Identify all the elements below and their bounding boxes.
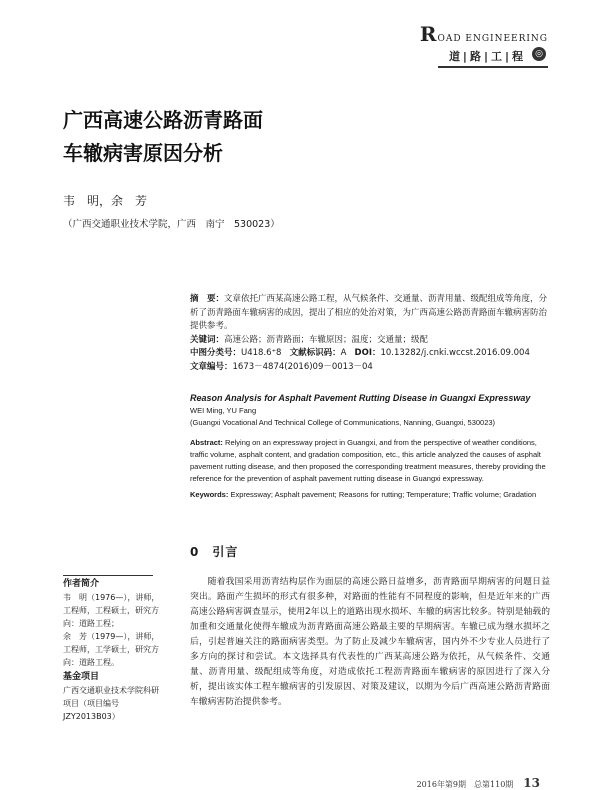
article-title-line1: 广西高速公路沥青路面 bbox=[63, 108, 263, 132]
header-divider bbox=[438, 66, 548, 68]
article-title-line2: 车辙病害原因分析 bbox=[63, 141, 223, 165]
authors: 韦 明，余 芳 bbox=[63, 194, 148, 208]
journal-logo-icon: ◎ bbox=[532, 47, 546, 61]
sidebar-fund-title: 基金项目 bbox=[63, 672, 100, 682]
journal-name-en bbox=[420, 22, 548, 46]
doi-label: DOI： bbox=[354, 348, 381, 358]
keywords-cn-label: 关键词： bbox=[190, 334, 225, 345]
issue-info: 2016年第9期 总第110期 bbox=[416, 780, 514, 789]
author-info-sidebar bbox=[63, 575, 161, 723]
doi-value: 10.13282/j.cnki.wccst.2016.09.004 bbox=[380, 348, 530, 358]
english-keywords-label: Keywords: bbox=[190, 490, 229, 499]
clc-value: U418.6⁺8 bbox=[241, 348, 282, 358]
page-number: 13 bbox=[523, 776, 540, 790]
abstract-cn-label: 摘 要： bbox=[190, 294, 225, 304]
clc-label: 中图分类号： bbox=[190, 348, 242, 358]
classification-line bbox=[190, 347, 550, 361]
page-footer bbox=[417, 776, 540, 790]
chinese-abstract-block bbox=[190, 293, 550, 374]
keywords-cn bbox=[190, 334, 550, 348]
english-abstract-text: Relying on an expressway project in Guangxi, and from the perspective of weather conditions, traffic volume, asphalt content, and gradation composition, etc., this article analyzed the causes of asphalt pavement rutting disease, and then proposed the corresponding treatment measures, thereby providing the reference for the prevention of asphalt pavement rutting disease in Guangxi expressway. bbox=[190, 438, 546, 483]
sidebar-author2: 余 芳（1979—），讲师，工程师，工学硕士，研究方向：道路工程。 bbox=[63, 632, 160, 667]
english-abstract-label: Abstract: bbox=[190, 438, 223, 447]
journal-name-en-rest: OAD ENGINEERING bbox=[437, 34, 548, 44]
english-authors: WEI Ming, YU Fang bbox=[190, 406, 257, 415]
article-number-label: 文章编号： bbox=[190, 361, 233, 372]
abstract-cn-text: 文章依托广西某高速公路工程，从气候条件、交通量、沥青用量、级配组成等角度，分析了沥青路面车辙病害的成因，提出了相应的处治对策，为广西高速公路沥青路面车辙病害防治提供参考。 bbox=[190, 294, 548, 331]
affiliation: （广西交通职业技术学院，广西 南宁 530023） bbox=[63, 219, 280, 230]
article-number-line bbox=[190, 361, 550, 375]
journal-name-zh: 道|路|工|程 bbox=[448, 50, 526, 63]
doc-code-value: A bbox=[340, 348, 347, 358]
english-affiliation: (Guangxi Vocational And Technical College of Communications, Nanning, Guangxi, 530023) bbox=[190, 418, 496, 427]
english-abstract-block bbox=[190, 392, 550, 501]
sidebar-author1: 韦 明（1976—），讲师，工程师，工程硕士，研究方向：道路工程； bbox=[63, 593, 160, 628]
sidebar-fund-text: 广西交通职业技术学院科研项目（项目编号JZY2013B03） bbox=[63, 686, 159, 721]
doc-code-label: 文献标识码： bbox=[289, 348, 341, 358]
abstract-cn bbox=[190, 293, 550, 334]
english-abstract bbox=[190, 437, 550, 485]
article-number-value: 1673－4874(2016)09－0013－04 bbox=[232, 361, 373, 372]
english-keywords-text: Expressway; Asphalt pavement; Reasons for rutting; Temperature; Traffic volume; Gradation bbox=[230, 490, 537, 499]
journal-name-en-initial: R bbox=[419, 22, 438, 46]
keywords-cn-text: 高速公路；沥青路面；车辙原因；温度；交通量；级配 bbox=[224, 334, 429, 345]
english-title: Reason Analysis for Asphalt Pavement Rutting Disease in Guangxi Expressway bbox=[190, 393, 531, 403]
section-heading-introduction: 0 引言 bbox=[190, 545, 239, 559]
sidebar-title: 作者简介 bbox=[63, 579, 100, 589]
english-keywords bbox=[190, 489, 550, 501]
sidebar-divider bbox=[63, 575, 153, 576]
body-paragraph: 随着我国采用沥青结构层作为面层的高速公路日益增多，沥青路面早期病害的问题日益突出。路面产生损坏的形式有很多种，对路面的性能有不同程度的影响，但是近年来的广西高速公路病害调查显示，使用2年以上的道路出现水损坏、车辙的病害比较多。特别是轴载的加重和交通量化使得车辙成为沥青路面高速公路最主要的早期病害。车辙已成为继水损坏之后，引起普遍关注的路面病害类型。为了防止及减少车辙病害，国内外不少专业人员进行了多方向的探讨和尝试。本文选择具有代表性的广西某高速公路为依托，从气候条件、交通量、沥青用量、级配组成等角度，对造成依托工程沥青路面车辙病害的原因进行了深入分析，提出该实体工程车辙病害的引发原因、对策及建议，以期为今后广西高速公路沥青路面车辙病害防治提供参考。 bbox=[190, 577, 550, 707]
body-text bbox=[190, 575, 550, 710]
article-title bbox=[63, 104, 263, 170]
